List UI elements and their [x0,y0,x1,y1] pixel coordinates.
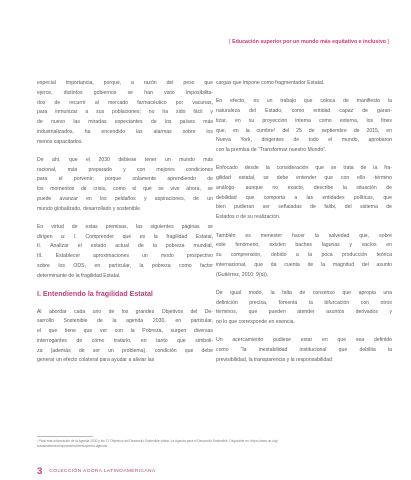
text-line: tizar, en su proyección interna como externa, los fines [216,117,392,124]
text-line: De igual modo, la falta de consenso que apropia una [216,289,392,296]
text-line: En virtud de estas premisas, las siguientes páginas se [37,223,213,230]
text-line: industrializados, ha encendido las alarmas sobre los [37,128,213,135]
paragraph [37,223,213,282]
text-line: el que tiene que ver con la Pobreza, surgen diversas [37,328,213,335]
text-line: no lo que corresponde en esencia. [216,319,295,326]
text-line: interrogantes de cómo tratarlo, en tanto que simboli- [37,337,213,344]
footnote-line: sustainabledevelopment/es/development-agenda/ [37,443,108,448]
text-line: cargas que impone como fragmentador Estatal. [216,80,325,86]
text-line: gilidad estatal, se debe entender que con ello -término [216,175,392,182]
text-line: para inmunizar a sus poblaciones; no ha sido fácil y [37,109,213,116]
footnote [37,439,377,449]
paragraph [216,79,392,89]
footnote-divider [37,436,93,437]
text-line: Enfocado desde la consideración que se trata de la fra- [216,165,392,172]
text-line: Estados o de su realización. [216,214,281,221]
text-line: racional, más preparado y con mejores condiciones [37,166,213,173]
text-line: menos capacitados. [37,138,83,145]
section-heading: I. Entendiendo la fragilidad Estatal [37,290,153,299]
text-line: II. Analizar el estado actual de la pobreza mundial, [37,243,213,250]
text-line: internacional, que da cuenta de la magnitud del asunto [216,261,392,268]
page-number: 3 [37,466,43,477]
text-line: III. Establecer aproximaciones un modo prospectivo [37,253,213,260]
text-line: su comprensión, debido a la poca producción teórica [216,252,392,259]
collection-name: COLECCIÓN AGORA LATINOAMERICANA [49,469,156,474]
text-line: especial importancia, porque, a razón del peso que [37,80,213,86]
text-line: naturaleza del Estado, como entidad capaz de garan- [216,108,392,115]
paragraph [37,156,213,215]
text-line: puede avanzar en los peldaños y aspiraciones, de un [37,195,213,202]
text-line: determinante de la fragilidad Estatal. [37,272,121,279]
text-line: (Gutiérrez, 2010: 9(a)). [216,271,269,278]
text-line: mundo globalizado, desarrollado y sostenible. [37,205,142,212]
running-header [229,39,389,45]
paragraph [216,97,392,156]
paragraph [216,164,392,223]
text-line: los momentos de crisis, como el que se vive ahora, se [37,186,213,193]
text-line: za (además de ser un problema), condición que debe [37,347,213,354]
text-line: sarrollo Sostenible de la agenda 2030, en particular, [37,318,213,325]
text-line: términos, que pueden atender asuntos derivados y [216,309,392,316]
text-line: dirigen a: I. Comprender qué es la fragilidad Estatal, [37,233,213,240]
paragraph [216,232,392,281]
text-line: De ahí, que el 2030 debiese tener un mundo más [37,156,213,163]
paragraph [37,79,213,147]
text-line: definición precisa, fomenta la bifurcación con otros [216,299,392,306]
text-line: como “la inestabilidad institucional que debilita la [216,347,392,354]
text-line: En efecto, es un trabajo que coloca de manifiesto la [216,98,392,105]
header-close-bracket: ] [387,39,389,45]
text-line: También es menester hacer la salvedad que, sobre [216,232,392,239]
text-line: generar un efecto colateral para ayudar a aliviar las [37,357,155,364]
header-open-bracket: [ [229,39,231,45]
text-line: con la premisa de “Transformar nuestro Mundo”. [216,147,327,154]
text-line: análogo- aunque no exacto, describe la situación de [216,184,392,191]
text-line: ejerce, distintos gobiernos se han visto imposibilita- [37,89,213,96]
text-line: Nueva York, dirigentes de todo el mundo, aprobaron [216,137,392,144]
text-line: debilidad que comporta a las entidades políticas, que [216,194,392,201]
text-line: para el porvenir; porque solamente aprendiendo de [37,176,213,183]
text-line: este fenómeno, existen baches lagunas y vacíos en [216,242,392,249]
text-line: bien pudieran ser señaladas de falibi, del sistema de [216,204,392,211]
text-line: dos de recurrir al mercado farmacéutico por vacunas, [37,99,213,106]
header-title: Educación superior por un mundo más equitativo e inclusivo [232,39,387,45]
paragraph [37,308,213,367]
text-line: Al abordar cada uno de los grandes Objetivos del De- [37,308,213,315]
text-line: que, en la cumbre¹ del 25 de septiembre de 2015, en [216,127,392,134]
text-line: Un acercamiento pudiese estar en que sea definido [216,337,392,344]
left-column [37,79,213,375]
page-footer [37,466,155,477]
right-column [216,79,392,374]
text-line: de nuevo las miradas expectantes de los países más [37,119,213,125]
paragraph [216,289,392,328]
text-line: sobre los ODS, en particular, la pobreza como factor [37,262,213,269]
text-line: previsibilidad, la transparencia y la responsabilidad [216,356,333,363]
footnote-line: ¹ Para más información de la Agenda 2030 y los 17 Objetivos del Desarrollo Sostenible visitar. La Agenda para el Desarrollo Sostenible. Disponible en: https://www.un.org/ [37,439,278,443]
paragraph [216,336,392,365]
